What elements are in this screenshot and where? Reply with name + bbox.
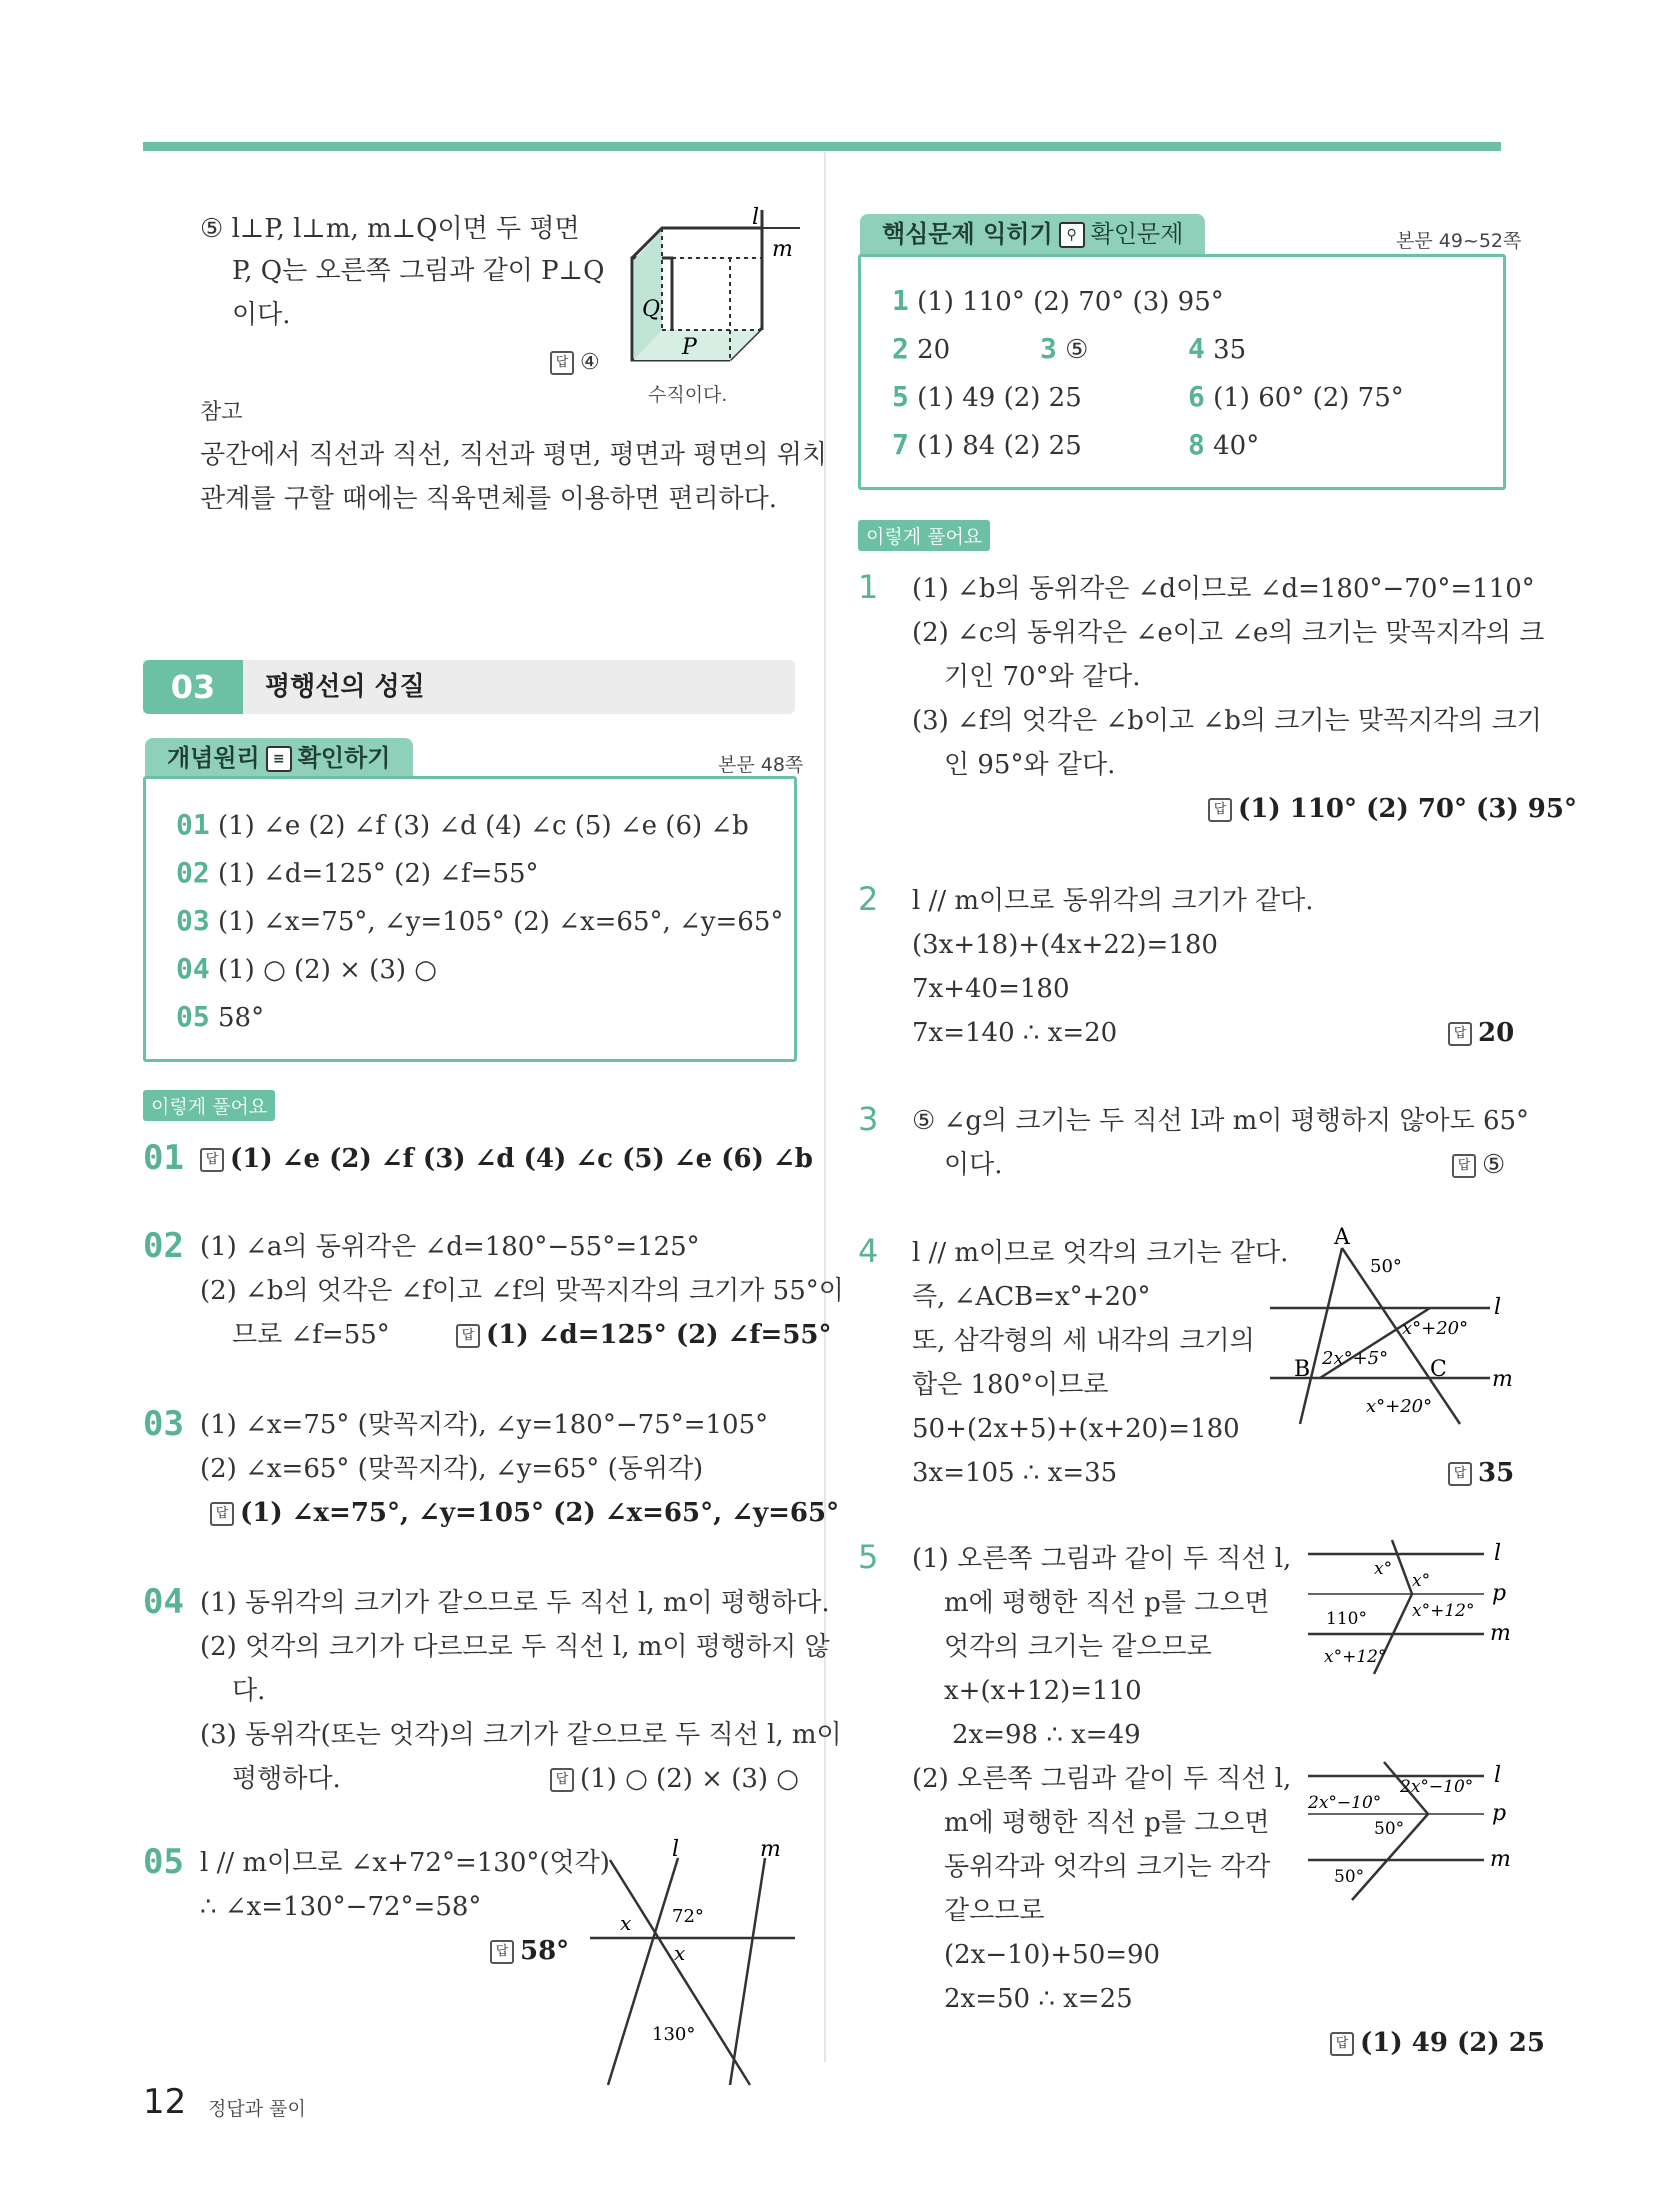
p5f1-m: m xyxy=(1490,1621,1511,1646)
cube-caption: 수직이다. xyxy=(648,384,728,406)
sol-03-line-2: (2) ∠x=65° (맞꼭지각), ∠y=65° (동위각) xyxy=(200,1454,704,1484)
note-line-2: 관계를 구할 때에는 직육면체를 이용하면 편리하다. xyxy=(200,484,778,514)
sol-02-line-2: (2) ∠b의 엇각은 ∠f이고 ∠f의 맞꼭지각의 크기가 55°이 xyxy=(200,1276,844,1306)
core-text: 35 xyxy=(1213,335,1247,365)
p5-answer xyxy=(1330,2026,1545,2060)
p3-num: 3 xyxy=(858,1100,879,1138)
core-tab-right: 확인문제 xyxy=(1090,220,1184,248)
concept-row-text: (1) ∠d=125° (2) ∠f=55° xyxy=(217,859,539,889)
core-row-5 xyxy=(892,380,1082,415)
p5f2-t2: 2x°−10° xyxy=(1308,1793,1382,1813)
core-num: 4 xyxy=(1188,332,1205,365)
p1-line-1: (1) ∠b의 동위각은 ∠d이므로 ∠d=180°−70°=110° xyxy=(912,574,1535,604)
p5f1-x2: x° xyxy=(1412,1571,1431,1591)
fig-label-P: P xyxy=(682,335,697,360)
fig-label-m: m xyxy=(772,237,793,262)
fig05-130: 130° xyxy=(652,2024,696,2045)
p5-b-line-6: 2x=50 ∴ x=25 xyxy=(944,1984,1133,2014)
solve-label-left: 이렇게 풀어요 xyxy=(143,1090,275,1121)
p1-ans: (1) 110° (2) 70° (3) 95° xyxy=(1238,794,1577,824)
concept-row-num: 01 xyxy=(176,808,210,841)
concept-row-2 xyxy=(176,856,539,891)
concept-row-5 xyxy=(176,1000,264,1035)
sol-02-num: 02 xyxy=(143,1226,184,1266)
sol-03-num: 03 xyxy=(143,1404,184,1444)
notebook-icon: ≡ xyxy=(266,746,292,772)
p4-B: B xyxy=(1294,1357,1311,1382)
concept-row-num: 05 xyxy=(176,1000,210,1033)
p4-num: 4 xyxy=(858,1232,879,1270)
p4-a50: 50° xyxy=(1370,1256,1402,1277)
core-row-1 xyxy=(892,284,1224,319)
p5f1-x1: x° xyxy=(1374,1559,1393,1579)
p4-l: l xyxy=(1494,1295,1502,1320)
magnifier-icon: ⚲ xyxy=(1059,222,1085,248)
p2-line-3: 7x+40=180 xyxy=(912,974,1070,1004)
intro-line-1: ⑤ l⊥P, l⊥m, m⊥Q이면 두 평면 xyxy=(200,214,580,244)
core-ref: 본문 49~52쪽 xyxy=(1396,230,1522,252)
sol-03-answer xyxy=(210,1496,839,1530)
sol-04-line-4: (3) 동위각(또는 엇각)의 크기가 같으므로 두 직선 l, m이 xyxy=(200,1720,842,1750)
core-text: (1) 60° (2) 75° xyxy=(1213,383,1404,413)
p4-answer xyxy=(1448,1456,1514,1490)
core-text: ⑤ xyxy=(1065,335,1089,365)
p2-answer xyxy=(1448,1016,1514,1050)
answer-mark-icon: 답 xyxy=(1448,1462,1472,1486)
section-number: 03 xyxy=(143,660,243,714)
p4-line-2: 즉, ∠ACB=x°+20° xyxy=(912,1282,1151,1312)
answer-mark-icon: 답 xyxy=(1452,1154,1476,1178)
answer-mark-icon: 답 xyxy=(210,1502,234,1526)
concept-row-3 xyxy=(176,904,783,939)
p1-line-4: (3) ∠f의 엇각은 ∠b이고 ∠b의 크기는 맞꼭지각의 크기 xyxy=(912,706,1542,736)
p1-line-2: (2) ∠c의 동위각은 ∠e이고 ∠e의 크기는 맞꼭지각의 크 xyxy=(912,618,1545,648)
p4-line-6: 3x=105 ∴ x=35 xyxy=(912,1458,1118,1488)
answer-mark-icon: 답 xyxy=(1208,798,1232,822)
answer-mark-icon: 답 xyxy=(200,1148,224,1172)
p5-ans: (1) 49 (2) 25 xyxy=(1360,2028,1545,2058)
p5-b-line-4: 같으므로 xyxy=(944,1896,1045,1926)
sol-05-figure xyxy=(580,1837,800,2090)
p5-b-line-1: (2) 오른쪽 그림과 같이 두 직선 l, xyxy=(912,1764,1292,1794)
p5-b-line-3: 동위각과 엇각의 크기는 각각 xyxy=(944,1852,1271,1882)
sol-01-answer xyxy=(200,1142,813,1176)
sol-01-num: 01 xyxy=(143,1138,184,1178)
intro-line-2: P, Q는 오른쪽 그림과 같이 P⊥Q xyxy=(232,256,605,286)
fig05-m: m xyxy=(760,1837,781,1862)
p1-num: 1 xyxy=(858,568,879,606)
answer-mark-icon: 답 xyxy=(1330,2032,1354,2056)
cube-figure xyxy=(620,205,800,400)
fig05-l: l xyxy=(672,1837,680,1862)
concept-row-num: 04 xyxy=(176,952,210,985)
intro-line-3: 이다. xyxy=(232,300,291,330)
p5f2-50b: 50° xyxy=(1334,1867,1365,1887)
fig05-x1: x xyxy=(620,1911,632,1935)
concept-row-text: (1) ∠e (2) ∠f (3) ∠d (4) ∠c (5) ∠e (6) ∠b xyxy=(217,811,749,841)
p1-line-5: 인 95°와 같다. xyxy=(944,750,1116,780)
core-row-4 xyxy=(1188,332,1246,367)
p5-b-line-2: m에 평행한 직선 p를 그으면 xyxy=(944,1808,1270,1838)
core-row-7 xyxy=(892,428,1082,463)
p4-ans: 35 xyxy=(1478,1458,1515,1488)
intro-answer xyxy=(550,346,600,380)
sol-05-num: 05 xyxy=(143,1842,184,1882)
p4-line-4: 합은 180°이므로 xyxy=(912,1370,1109,1400)
sol-04-line-1: (1) 동위각의 크기가 같으므로 두 직선 l, m이 평행하다. xyxy=(200,1588,830,1618)
section-title: 평행선의 성질 xyxy=(265,672,425,702)
concept-row-text: (1) ○ (2) × (3) ○ xyxy=(217,955,437,985)
p5f2-50a: 50° xyxy=(1374,1819,1405,1839)
intro-answer-value: ④ xyxy=(580,350,600,375)
p5-b-line-5: (2x−10)+50=90 xyxy=(944,1940,1161,1970)
concept-tab-left: 개념원리 xyxy=(167,744,260,772)
sol-02-ans: (1) ∠d=125° (2) ∠f=55° xyxy=(486,1320,832,1350)
sol-04-ans: (1) ○ (2) × (3) ○ xyxy=(580,1764,799,1794)
p2-line-2: (3x+18)+(4x+22)=180 xyxy=(912,930,1218,960)
p5f2-p: p xyxy=(1492,1801,1507,1826)
p5f2-m: m xyxy=(1490,1847,1511,1872)
answer-mark-icon: 답 xyxy=(550,351,574,375)
p5f1-t1: x°+12° xyxy=(1412,1601,1475,1621)
p5-num: 5 xyxy=(858,1538,879,1576)
p2-num: 2 xyxy=(858,880,879,918)
answer-mark-icon: 답 xyxy=(1448,1022,1472,1046)
sol-05-line-1: l // m이므로 ∠x+72°=130°(엇각) xyxy=(200,1848,610,1878)
p4-C: C xyxy=(1430,1357,1447,1382)
p5-a-line-1: (1) 오른쪽 그림과 같이 두 직선 l, xyxy=(912,1544,1292,1574)
page-number: 12 xyxy=(143,2082,187,2122)
core-row-6 xyxy=(1188,380,1404,415)
core-text: 40° xyxy=(1213,431,1260,461)
note-title: 참고 xyxy=(200,400,243,425)
p4-m: m xyxy=(1492,1367,1513,1392)
p2-line-1: l // m이므로 동위각의 크기가 같다. xyxy=(912,886,1314,916)
p2-ans: 20 xyxy=(1478,1018,1515,1048)
sol-05-line-2: ∴ ∠x=130°−72°=58° xyxy=(200,1892,482,1922)
sol-05-answer xyxy=(490,1934,569,1968)
section-header xyxy=(143,660,795,714)
fig-label-l: l xyxy=(752,205,760,230)
p4-A: A xyxy=(1334,1225,1350,1250)
concept-row-text: 58° xyxy=(217,1003,265,1033)
core-row-3 xyxy=(1040,332,1088,367)
p4-line-5: 50+(2x+5)+(x+20)=180 xyxy=(912,1414,1240,1444)
fig05-72: 72° xyxy=(672,1906,704,1927)
top-accent-bar xyxy=(143,142,1501,151)
sol-03-ans: (1) ∠x=75°, ∠y=105° (2) ∠x=65°, ∠y=65° xyxy=(240,1498,840,1528)
sol-04-answer xyxy=(550,1762,799,1796)
core-num: 1 xyxy=(892,284,909,317)
p5f1-110: 110° xyxy=(1326,1609,1367,1629)
sol-04-line-5: 평행하다. xyxy=(232,1764,341,1794)
core-tab-left: 핵심문제 익히기 xyxy=(882,220,1053,248)
p5f1-t2: x°+12° xyxy=(1324,1647,1387,1667)
p5-a-line-4: x+(x+12)=110 xyxy=(944,1676,1142,1706)
fig05-x2: x xyxy=(674,1941,686,1965)
p5f1-p: p xyxy=(1492,1581,1507,1606)
concept-tab xyxy=(145,738,413,778)
concept-row-4 xyxy=(176,952,437,987)
sol-02-answer xyxy=(456,1318,832,1352)
p5f2-t1: 2x°−10° xyxy=(1400,1777,1474,1797)
core-num: 2 xyxy=(892,332,909,365)
core-row-2 xyxy=(892,332,950,367)
p5-a-line-2: m에 평행한 직선 p를 그으면 xyxy=(944,1588,1270,1618)
p1-answer xyxy=(1208,792,1577,826)
p5-figure-2 xyxy=(1304,1756,1514,1906)
core-text: (1) 84 (2) 25 xyxy=(917,431,1082,461)
solve-label-right: 이렇게 풀어요 xyxy=(858,520,990,551)
concept-ref: 본문 48쪽 xyxy=(718,754,804,776)
p5-a-line-3: 엇각의 크기는 같으므로 xyxy=(944,1632,1212,1662)
p3-answer xyxy=(1452,1148,1505,1182)
core-num: 3 xyxy=(1040,332,1057,365)
answer-mark-icon: 답 xyxy=(490,1940,514,1964)
p2-line-4: 7x=140 ∴ x=20 xyxy=(912,1018,1118,1048)
core-tab xyxy=(860,214,1205,254)
sol-05-ans: 58° xyxy=(520,1936,570,1966)
sol-03-line-1: (1) ∠x=75° (맞꼭지각), ∠y=180°−75°=105° xyxy=(200,1410,769,1440)
core-num: 7 xyxy=(892,428,909,461)
core-num: 5 xyxy=(892,380,909,413)
answer-mark-icon: 답 xyxy=(550,1768,574,1792)
note-line-1: 공간에서 직선과 직선, 직선과 평면, 평면과 평면의 위치 xyxy=(200,440,827,470)
concept-row-num: 03 xyxy=(176,904,210,937)
sol-02-line-3: 므로 ∠f=55° xyxy=(232,1320,390,1350)
p4-t1: x°+20° xyxy=(1402,1318,1469,1339)
core-row-8 xyxy=(1188,428,1259,463)
core-num: 6 xyxy=(1188,380,1205,413)
concept-row-num: 02 xyxy=(176,856,210,889)
core-text: (1) 110° (2) 70° (3) 95° xyxy=(917,287,1224,317)
sol-01-text: (1) ∠e (2) ∠f (3) ∠d (4) ∠c (5) ∠e (6) ∠b xyxy=(230,1144,813,1174)
p5-figure-1 xyxy=(1304,1534,1514,1684)
concept-tab-right: 확인하기 xyxy=(297,744,391,772)
core-num: 8 xyxy=(1188,428,1205,461)
concept-row-1 xyxy=(176,808,749,843)
p3-ans: ⑤ xyxy=(1482,1150,1506,1180)
p3-line-2: 이다. xyxy=(944,1150,1003,1180)
p4-t3: x°+20° xyxy=(1366,1396,1433,1417)
core-text: 20 xyxy=(917,335,951,365)
p1-line-3: 기인 70°와 같다. xyxy=(944,662,1141,692)
fig-label-Q: Q xyxy=(642,297,661,322)
core-text: (1) 49 (2) 25 xyxy=(917,383,1082,413)
footer-label: 정답과 풀이 xyxy=(208,2098,306,2120)
p4-line-1: l // m이므로 엇각의 크기는 같다. xyxy=(912,1238,1289,1268)
p5-a-line-5: 2x=98 ∴ x=49 xyxy=(952,1720,1141,1750)
p4-line-3: 또, 삼각형의 세 내각의 크기의 xyxy=(912,1326,1255,1356)
p3-line-1: ⑤ ∠g의 크기는 두 직선 l과 m이 평행하지 않아도 65° xyxy=(912,1106,1530,1136)
sol-04-line-3: 다. xyxy=(232,1676,266,1706)
concept-row-text: (1) ∠x=75°, ∠y=105° (2) ∠x=65°, ∠y=65° xyxy=(217,907,784,937)
p4-figure xyxy=(1270,1225,1513,1428)
sol-04-line-2: (2) 엇각의 크기가 다르므로 두 직선 l, m이 평행하지 않 xyxy=(200,1632,830,1662)
p5f2-l: l xyxy=(1494,1763,1502,1788)
sol-04-num: 04 xyxy=(143,1582,184,1622)
p4-t2: 2x°+5° xyxy=(1322,1348,1389,1369)
answer-mark-icon: 답 xyxy=(456,1324,480,1348)
sol-02-line-1: (1) ∠a의 동위각은 ∠d=180°−55°=125° xyxy=(200,1232,700,1262)
p5f1-l: l xyxy=(1494,1541,1502,1566)
